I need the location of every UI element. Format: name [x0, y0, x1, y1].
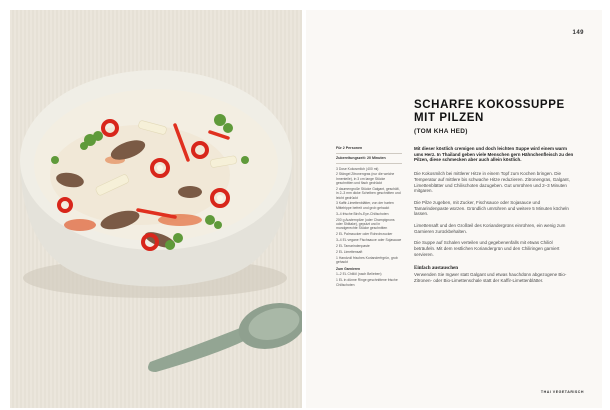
recipe-page: [306, 10, 602, 408]
soup-bowl-photo: [10, 10, 302, 408]
chapter-footer: THAI VEGETARISCH: [540, 390, 584, 394]
tip-heading: Einfach austauschen: [414, 265, 459, 271]
ingredient-item: 2 Stängel Zitronengras (nur die weiche Innenteile), in 3 cm lange Stücke geschnitten und flach gedrückt: [336, 172, 395, 186]
method-step: Die Suppe auf Schalen verteilen und gegebenenfalls mit etwas Chiliöl beträufeln. Mit dem restlichen Koriandergrün und den Chiliringen garniert servieren.: [414, 240, 560, 257]
ceramic-spoon: [148, 296, 302, 372]
ingredient-item: 3 Dose Kokosmilch (400 ml): [336, 166, 379, 171]
method-step: Die Kokosmilch bei mittlerer Hitze in einem Topf zum Kochen bringen. Die Temperatur auf mittlere bis schwache Hitze reduzieren. Zitronengras, Galgant, Limettenblätter und Chilischoten dazugeben. Gut umrühren und 2–3 Minuten mitgaren.: [414, 171, 570, 194]
servings: Für 2 Personen: [336, 146, 363, 150]
ingredient-item: 2 EL Limettensaft: [336, 249, 363, 254]
ingredient-item: 200 g Austernpilze (oder Champignons oder Shiitake), geputzt und in mundgerechte Stücke geschnitten: [336, 217, 395, 231]
page-number: 149: [572, 30, 584, 36]
recipe-subtitle: (TOM KHA HED): [414, 128, 468, 135]
ingredient-item: 3 Kaffir-Limettenblätter, von der harten Mittelrippe befreit und grob gehackt: [336, 201, 394, 210]
ingredient-item: 3–4 EL vegane Fischsauce oder Sojasauce: [336, 237, 402, 242]
recipe-title: SCHARFE KOKOSSUPPE MIT PILZEN: [414, 99, 565, 124]
ingredient-item: 1 Handvoll frisches Korianderfrgrün, grob gehackt: [336, 255, 398, 264]
tip-text: Verwenden Sie Ingwer statt Galgant und etwas hauchdünn abgezogene Bio-Zitronen- oder Bio-Limettenschale statt der Kaffir-Limettenblätter.: [414, 272, 567, 283]
garnish-item: 1–2 EL Chiliöl (nach Belieben): [336, 272, 382, 277]
method-step: Limettensaft und den Großteil des Koriandergrüns einrühren, ein wenig zum Garnieren zurückbehalten.: [414, 223, 566, 234]
recipe-intro: Mit dieser köstlich cremigen und doch leichten Suppe wird einem warm ums Herz. In Thailand geben viele Menschen gern Hähnchenfleisch zu den Pilzen, diese schmecken aber auch allein köstlich.: [414, 146, 574, 163]
ingredient-item: 2 EL Tamarindenpaste: [336, 243, 370, 248]
ingredient-item: 2 daumengroße Stücke Galgant, geschält, in 2–3 mm dicke Scheiben geschnitten und leicht gedrückt: [336, 186, 401, 200]
ingredient-item: 2 EL Palmzucker oder Rohrohrzucker: [336, 232, 393, 237]
ingredient-item: 3–4 frische Bird's-Eye-Chilischoten: [336, 211, 389, 216]
divider: [336, 153, 402, 154]
garnish-item: 1 EL in dünne Ringe geschnittene frische Chilischoten: [336, 278, 398, 287]
prep-time: Zubereitungszeit: 20 Minuten: [336, 156, 386, 161]
ingredients-column: [336, 146, 402, 289]
photo-page: [10, 10, 302, 408]
method-column: [414, 146, 574, 284]
method-step: Die Pilze zugeben, mit Zucker, Fischsauce oder Sojasauce und Tamarindenpaste würzen. Gründlich umrühren und weitere 5 Minuten köcheln lassen.: [414, 199, 569, 217]
divider: [336, 163, 402, 164]
garnish-heading: Zum Garnieren: [336, 267, 361, 272]
